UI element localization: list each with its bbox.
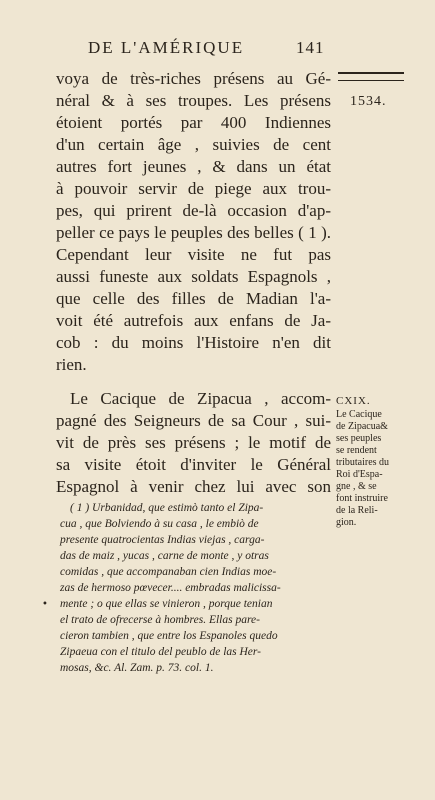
footnote-line: ( 1 ) Urbanidad, que estimò tanto el Zipa- <box>70 502 264 514</box>
footnote <box>60 500 332 676</box>
footnote-line: el trato de ofrecerse à hombres. Ellas pare- <box>60 614 260 626</box>
text-line: voya de très-riches présens au Gé- <box>56 69 331 88</box>
margin-note-line: se rendent <box>336 445 377 456</box>
text-line: que celle des filles de Madian l'a- <box>56 289 331 308</box>
margin-note <box>336 395 414 529</box>
text-line: étoient portés par 400 Indiennes <box>56 113 331 132</box>
margin-note-line: gne , & se <box>336 481 377 492</box>
margin-note-line: Le Cacique <box>336 409 382 420</box>
text-line: autres fort jeunes , & dans un état <box>56 157 331 176</box>
footnote-line: Zipaeua con el titulo del peublo de las Her- <box>60 646 261 658</box>
text-line: d'un certain âge , suivies de cent <box>56 135 331 154</box>
margin-note-heading: CXIX. <box>336 395 371 407</box>
text-line: cob : du moins l'Histoire n'en dit <box>56 333 331 352</box>
page-number: 141 <box>296 38 325 57</box>
margin-year: 1534. <box>350 94 387 109</box>
text-line: voit été autrefois aux enfans de Ja- <box>56 311 331 330</box>
text-line: vit de près ses présens ; le motif de <box>56 433 331 452</box>
main-text-block <box>56 68 331 498</box>
footnote-line: das de maiz , yucas , carne de monte , y otras <box>60 550 269 562</box>
footnote-line: mosas, &c. Al. Zam. p. 73. col. 1. <box>60 662 214 674</box>
text-line: peller ce pays le peuples des belles ( 1 ). <box>56 223 331 242</box>
text-line: aussi funeste aux soldats Espagnols , <box>56 267 331 286</box>
text-line: sa visite étoit d'inviter le Général <box>56 455 331 474</box>
text-line: Espagnol à venir chez lui avec son <box>56 477 331 496</box>
text-line: rien. <box>56 355 87 374</box>
margin-note-line: Roi d'Espa- <box>336 469 383 480</box>
footnote-line: mente ; o que ellas se vinieron , porque tenian <box>60 598 273 610</box>
footnote-line: cua , que Bolviendo à su casa , le embiò de <box>60 518 259 530</box>
margin-note-line: tributaires du <box>336 457 390 468</box>
footnote-line: comidas , que accompanaban cien Indias moe- <box>60 566 277 578</box>
text-line: pagné des Seigneurs de sa Cour , sui- <box>56 411 331 430</box>
footnote-line: presente quatrocientas Indias viejas , carga- <box>60 534 265 546</box>
text-line: Cependant leur visite ne fut pas <box>56 245 331 264</box>
ink-mark-icon: • <box>42 599 48 610</box>
text-line: néral & à ses troupes. Les présens <box>56 91 331 110</box>
marginal-rule <box>338 72 404 81</box>
margin-note-line: gion. <box>336 517 357 528</box>
margin-note-line: ses peuples <box>336 433 382 444</box>
footnote-line: zas de hermoso pœvecer.... embradas malicissa- <box>60 582 281 594</box>
margin-note-line: font instruire <box>336 493 388 504</box>
margin-note-line: de Zipacua& <box>336 421 388 432</box>
header-title: DE L'AMÉRIQUE <box>88 38 245 57</box>
text-line: Le Cacique de Zipacua , accom- <box>70 389 331 408</box>
text-line: pes, qui prirent de-là occasion d'ap- <box>56 201 331 220</box>
text-line: à pouvoir servir de piege aux trou- <box>56 179 331 198</box>
margin-note-line: de la Reli- <box>336 505 378 516</box>
running-header <box>88 38 398 58</box>
paragraph-gap <box>56 376 331 388</box>
footnote-line: cieron tambien , que entre los Espanoles quedo <box>60 630 278 642</box>
